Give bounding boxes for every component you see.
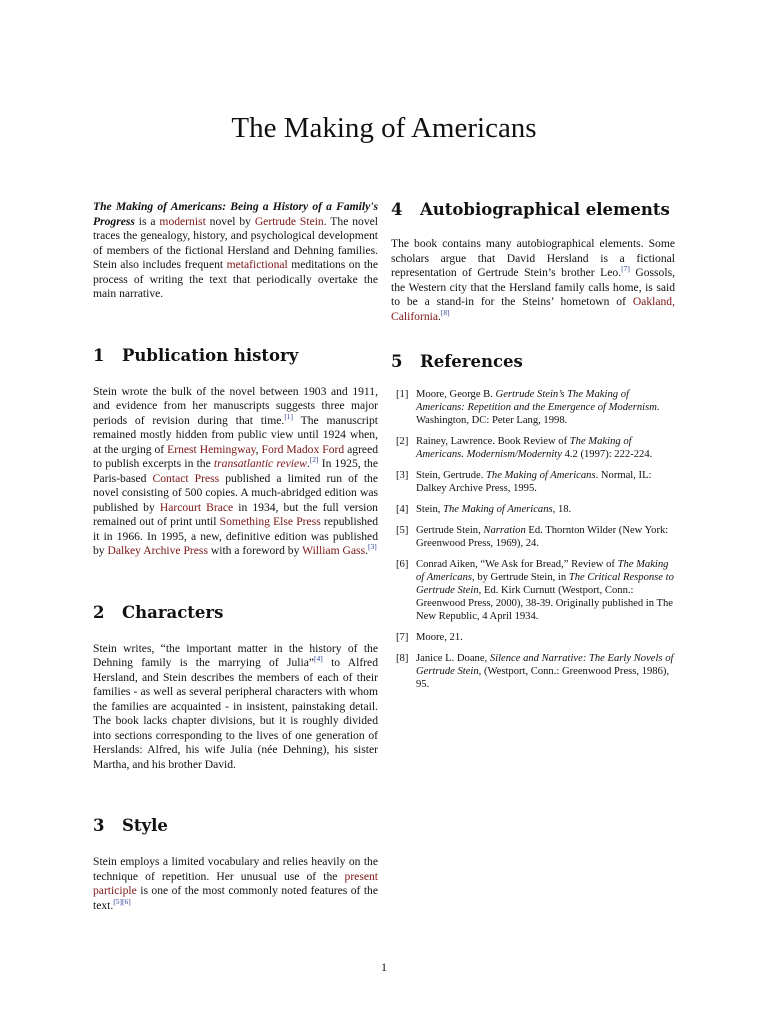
section-title: References (420, 352, 523, 371)
text: novel by (205, 214, 255, 228)
text: , (255, 442, 262, 456)
section-title: Characters (122, 602, 224, 622)
section-title: Autobiographical elements (420, 200, 670, 219)
text: , 18. (552, 504, 572, 515)
link-modernist[interactable]: modernist (159, 214, 206, 228)
section-heading-references (391, 352, 675, 372)
text: Ed. Thornton Wilder (New York: Greenwood Press, 1969), 24. (416, 525, 669, 549)
section-heading-publication-history (93, 346, 378, 366)
reference-italic: The Making of Americans (416, 559, 669, 583)
citation-4[interactable]: [4] (314, 654, 323, 664)
link-gertrude-stein[interactable]: Gertrude Stein (254, 214, 324, 228)
link-something-else-press[interactable]: Something Else Press (219, 515, 321, 528)
characters-paragraph (93, 642, 378, 773)
link-harcourt-brace[interactable]: Harcourt Brace (159, 500, 234, 514)
reference-number: [6] (396, 559, 409, 570)
citation-2[interactable]: [2] (309, 455, 319, 465)
intro-title-italic: The Making of Americans: Being a History of a Family's Progress (93, 200, 378, 228)
text: The manuscript remained mostly hidden from public view until 1924 when, at the urging of (93, 413, 378, 456)
reference-item (391, 435, 675, 461)
text: Janice L. Doane, (416, 653, 490, 664)
section-title: Publication history (122, 345, 299, 365)
autobiographical-paragraph (391, 237, 675, 324)
link-ford-madox-ford[interactable]: Ford Madox Ford (261, 442, 345, 456)
reference-item (391, 524, 675, 550)
reference-italic: Narration (483, 525, 526, 536)
section-number: 2 (93, 602, 105, 622)
text: in 1934, but the full version remained out of print until (93, 500, 378, 528)
text: . Normal, IL: Dalkey Archive Press, 1995. (416, 470, 652, 494)
citation-8[interactable]: [8] (440, 307, 450, 317)
style-paragraph (93, 855, 378, 913)
reference-number: [2] (396, 436, 409, 447)
text: Stein writes, “the important matter in the history of the Dehning family is the marrying of Julia” (93, 641, 378, 669)
reference-italic: Silence and Narrative: The Early Novels of Gertrude Stein (416, 653, 674, 677)
link-william-gass[interactable]: William Gass (302, 544, 366, 557)
text: Stein, Gertrude. (416, 470, 487, 481)
text: Gossols, the Western city that the Hersland family calls home, is said to be a stand-in for the Steins’ hometown of (391, 266, 675, 308)
text: Gertrude Stein, (416, 525, 484, 536)
text: republished it in 1966. In 1995, a new, definitive edition was published by (93, 515, 378, 557)
text: . Washington, DC: Peter Lang, 1998. (416, 402, 660, 426)
reference-number: [4] (396, 504, 409, 515)
text: . (306, 457, 310, 470)
reference-number: [5] (396, 525, 409, 536)
text: meditations on the process of writing the text that periodically overtake the main narrative. (93, 258, 378, 300)
text: is a (134, 214, 160, 228)
reference-italic: The Making of Americans. Modernism/Modernity (416, 436, 632, 460)
left-column (93, 200, 378, 913)
reference-number: [8] (396, 653, 409, 664)
text: is one of the most commonly noted features of the text. (93, 884, 378, 912)
text: . The novel traces the genealogy, history, and psychological development of members of the fictional Hersland and Dehning families. Stein also includes frequent (93, 214, 378, 271)
link-dalkey-archive-press[interactable]: Dalkey Archive Press (107, 544, 208, 557)
reference-item (391, 631, 675, 644)
reference-italic: The Making of Americans (486, 470, 596, 481)
page-number: 1 (381, 960, 387, 974)
section-heading-autobiographical (391, 200, 675, 220)
reference-number: [7] (396, 632, 409, 643)
right-column (391, 200, 675, 699)
link-oakland-california[interactable]: Oakland, California (391, 295, 675, 323)
text: with a foreword by (207, 544, 303, 557)
section-number: 5 (391, 352, 403, 371)
citation-5-6[interactable]: [5][6] (113, 896, 131, 906)
text: , Ed. Kirk Curnutt (Westport, Conn.: Greenwood Press, 2000), 38-39. Originally published in The New Republic, 4 April 1934. (416, 585, 673, 622)
text: . (365, 544, 368, 557)
citation-7[interactable]: [7] (621, 264, 630, 274)
text: to Alfred Hersland, and Stein describes the members of each of their families - as well as several peripheral characters with whom the families are acquainted - in insistent, painstaking detail. The book lacks chapter divisions, but it is roughly divided into sections corresponding to the lives of one generation of Herslands: Alfred, his wife Julia (née Dehning), his sister Martha, and his brother David. (93, 656, 378, 771)
reference-item (391, 558, 675, 623)
link-transatlantic-review[interactable]: transatlantic review (213, 457, 307, 470)
section-number: 4 (391, 200, 403, 219)
text: Stein employs a limited vocabulary and relies heavily on the technique of repetition. Her unusual use of the (93, 855, 378, 883)
section-heading-characters (93, 603, 378, 623)
text: Moore, 21. (416, 632, 463, 643)
text: agreed to publish excerpts in the (93, 442, 379, 470)
text: In 1925, the Paris-based (93, 457, 378, 485)
section-title: Style (122, 816, 168, 835)
text: . (438, 309, 441, 323)
link-ernest-hemingway[interactable]: Ernest Hemingway (167, 442, 256, 456)
text: Stein wrote the bulk of the novel between 1903 and 1911, and evidence from her manuscripts suggests three major periods of revision during that time. (93, 384, 378, 427)
text: published a limited run of the novel consisting of 500 copies. A much-abridged edition was published by (93, 471, 378, 514)
text: , (Westport, Conn.: Greenwood Press, 1986), 95. (416, 666, 670, 690)
text: Moore, George B. (416, 389, 496, 400)
link-present-participle[interactable]: present participle (93, 869, 378, 897)
text: The book contains many autobiographical elements. Some scholars argue that David Hersland is a fictional representation of Gertrude Stein’s brother Leo. (391, 237, 675, 279)
reference-item (391, 388, 675, 427)
citation-1[interactable]: [1] (284, 411, 294, 421)
references-list (391, 388, 675, 691)
section-heading-style (93, 816, 378, 836)
reference-italic: Gertrude Stein’s The Making of Americans: Repetition and the Emergence of Modernism (416, 389, 657, 413)
text: Rainey, Lawrence. Book Review of (416, 436, 570, 447)
text: Conrad Aiken, “We Ask for Bread,” Review of (416, 559, 618, 570)
link-contact-press[interactable]: Contact Press (152, 471, 220, 485)
reference-italic: The Critical Response to Gertrude Stein (416, 572, 674, 596)
text: , by Gertrude Stein, in (472, 572, 569, 583)
reference-number: [1] (396, 389, 409, 400)
reference-number: [3] (396, 470, 409, 481)
page-title: The Making of Americans (231, 112, 537, 144)
section-number: 3 (93, 816, 105, 835)
text: Stein, (416, 504, 444, 515)
section-number: 1 (93, 345, 105, 365)
reference-item (391, 469, 675, 495)
text: 4.2 (1997): 222-224. (561, 449, 653, 460)
intro-paragraph (93, 200, 378, 302)
link-metafictional[interactable]: metafictional (226, 258, 288, 271)
reference-item (391, 652, 675, 691)
reference-italic: The Making of Americans (443, 504, 553, 515)
citation-3[interactable]: [3] (367, 542, 377, 552)
reference-item (391, 503, 675, 516)
publication-history-paragraph (93, 385, 378, 559)
